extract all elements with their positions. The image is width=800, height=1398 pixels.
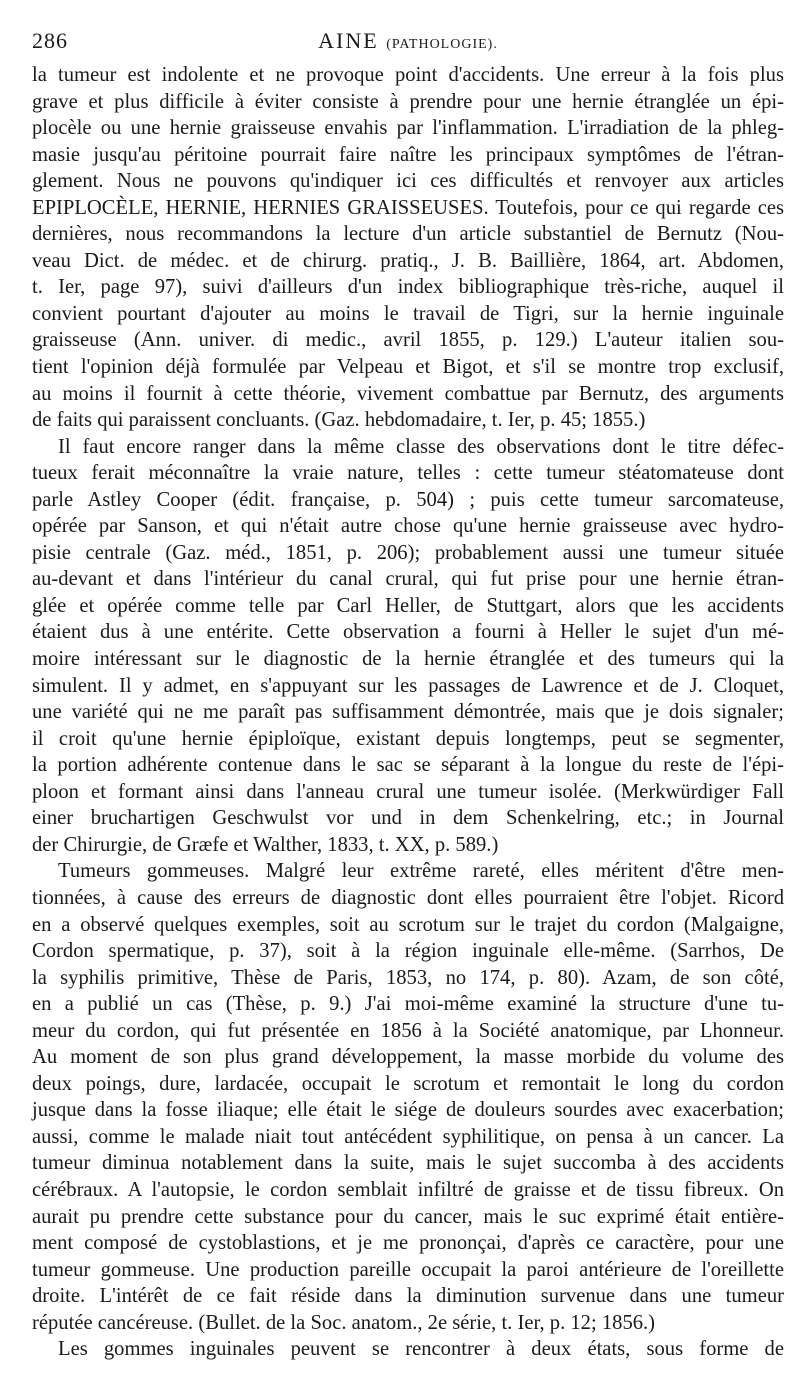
page-number: 286 bbox=[32, 28, 68, 53]
text-line: tient l'opinion déjà formulée par Velpeau et Bigot, et s'il se montre trop exclusif, bbox=[32, 356, 784, 379]
text-line: einer bruchartigen Geschwulst vor und in dem Schenkelring, etc.; in Journal bbox=[32, 807, 784, 830]
text-line: il croit qu'une hernie épiploïque, existant depuis longtemps, peut se segmenter, bbox=[32, 727, 784, 750]
text-line: aussi, comme le malade niait tout antécédent syphilitique, on pensa à un cancer. La bbox=[32, 1125, 784, 1148]
text-line: Il faut encore ranger dans la même classe des observations dont le titre défec- bbox=[58, 435, 784, 458]
text-line: une variété qui ne me paraît pas suffisamment démontrée, mais que je dois signaler; bbox=[32, 701, 784, 724]
text-line: pisie centrale (Gaz. méd., 1851, p. 206); probablement aussi une tumeur située bbox=[32, 541, 784, 564]
text-line: simulent. Il y admet, en s'appuyant sur les passages de Lawrence et de J. Cloquet, bbox=[32, 674, 784, 697]
text-line: der Chirurgie, de Græfe et Walther, 1833, t. XX, p. 589.) bbox=[32, 833, 499, 856]
text-line: en a observé quelques exemples, soit au scrotum sur le trajet du cordon (Malgaigne, bbox=[32, 913, 784, 936]
body-text bbox=[32, 62, 784, 1363]
text-line: étaient dus à une entérite. Cette observation a fourni à Heller le sujet d'un mé- bbox=[32, 621, 784, 644]
text-line: dernières, nous recommandons la lecture d'un article substantiel de Bernutz (Nou- bbox=[32, 223, 784, 246]
text-line: plocèle ou une hernie graisseuse envahis par l'inflammation. L'irradiation de la phleg- bbox=[32, 117, 784, 140]
text-line: cérébraux. A l'autopsie, le cordon semblait infiltré de graisse et de tissu fibreux. On bbox=[32, 1178, 784, 1201]
running-header bbox=[32, 22, 784, 62]
text-line: parle Astley Cooper (édit. française, p. 504) ; puis cette tumeur sarcomateuse, bbox=[32, 488, 784, 511]
text-line: opérée par Sanson, et qui n'était autre chose qu'une hernie graisseuse avec hydro- bbox=[32, 515, 784, 538]
text-line: masie jusqu'au péritoine pourrait faire naître les principaux symptômes de l'étran- bbox=[32, 143, 784, 166]
text-line: droite. L'intérêt de ce fait réside dans la diminution survenue dans une tumeur bbox=[32, 1285, 784, 1308]
text-line: veau Dict. de médec. et de chirurg. pratiq., J. B. Baillière, 1864, art. Abdomen, bbox=[32, 249, 784, 272]
text-line: tumeur gommeuse. Une production pareille occupait la paroi antérieure de l'oreillette bbox=[32, 1258, 784, 1281]
title-subtitle: (PATHOLOGIE). bbox=[386, 37, 498, 52]
text-line: tumeur diminua notablement dans la suite, mais le sujet succomba à des accidents bbox=[32, 1152, 784, 1175]
text-line: Au moment de son plus grand développement, la masse morbide du volume des bbox=[32, 1046, 784, 1069]
text-line: la tumeur est indolente et ne provoque point d'accidents. Une erreur à la fois plus bbox=[32, 64, 784, 86]
title-main: AINE bbox=[318, 28, 379, 53]
text-line: au moins il fournit à cette théorie, vivement combattue par Bernutz, des arguments bbox=[32, 382, 784, 405]
text-line: EPIPLOCÈLE, HERNIE, HERNIES GRAISSEUSES. Toutefois, pour ce qui regarde ces bbox=[32, 196, 784, 219]
text-line: deux poings, dure, lardacée, occupait le scrotum et remontait le long du cordon bbox=[32, 1072, 784, 1095]
text-line: grave et plus difficile à éviter consiste à prendre pour une hernie étranglée un épi- bbox=[32, 90, 784, 113]
text-line: ploon et formant ainsi dans l'anneau crural une tumeur isolée. (Merkwürdiger Fall bbox=[32, 780, 784, 803]
text-line: tueux ferait méconnaître la vraie nature, telles : cette tumeur stéatomateuse dont bbox=[32, 462, 784, 485]
text-line: moire intéressant sur le diagnostic de la hernie étranglée et des tumeurs qui la bbox=[32, 648, 784, 671]
text-line: de faits qui paraissent concluants. (Gaz. hebdomadaire, t. Ier, p. 45; 1855.) bbox=[32, 409, 646, 432]
text-line: meur du cordon, qui fut présentée en 1856 à la Société anatomique, par Lhonneur. bbox=[32, 1019, 784, 1042]
text-line: convient pourtant d'ajouter au moins le travail de Tigri, sur la hernie inguinale bbox=[32, 302, 784, 325]
page-title bbox=[32, 28, 784, 54]
text-line: en a publié un cas (Thèse, p. 9.) J'ai moi-même examiné la structure d'une tu- bbox=[32, 993, 784, 1016]
text-line: aurait pu prendre cette substance pour du cancer, mais le suc exprimé était entière- bbox=[32, 1205, 784, 1228]
text-line: réputée cancéreuse. (Bullet. de la Soc. anatom., 2e série, t. Ier, p. 12; 1856.) bbox=[32, 1311, 656, 1334]
text-line: Cordon spermatique, p. 37), soit à la région inguinale elle-même. (Sarrhos, De bbox=[32, 940, 784, 963]
text-line: la syphilis primitive, Thèse de Paris, 1853, no 174, p. 80). Azam, de son côté, bbox=[32, 966, 784, 989]
text-line: jusque dans la fosse iliaque; elle était le siége de douleurs sourdes avec exacerbation; bbox=[32, 1099, 784, 1122]
text-line: Tumeurs gommeuses. Malgré leur extrême rareté, elles méritent d'être men- bbox=[58, 860, 784, 883]
text-line: glement. Nous ne pouvons qu'indiquer ici ces difficultés et renvoyer aux articles bbox=[32, 170, 784, 193]
text-line: tionnées, à cause des erreurs de diagnostic dont elles pourraient être l'objet. Ricord bbox=[32, 886, 784, 909]
document-page bbox=[32, 22, 784, 1363]
text-line: graisseuse (Ann. univer. di medic., avril 1855, p. 129.) L'auteur italien sou- bbox=[32, 329, 784, 352]
text-line: ment composé de cystoblastions, et je me prononçai, d'après ce caractère, pour une bbox=[32, 1232, 784, 1255]
text-line: glée et opérée comme telle par Carl Heller, de Stuttgart, alors que les accidents bbox=[32, 594, 784, 617]
text-line: la portion adhérente contenue dans le sac se séparant à la longue du reste de l'épi- bbox=[32, 754, 784, 777]
text-line: au-devant et dans l'intérieur du canal crural, qui fut prise pour une hernie étran- bbox=[32, 568, 784, 591]
text-line: Les gommes inguinales peuvent se rencontrer à deux états, sous forme de bbox=[58, 1338, 784, 1361]
text-line: t. Ier, page 97), suivi d'ailleurs d'un index bibliographique très-riche, auquel il bbox=[32, 276, 784, 299]
